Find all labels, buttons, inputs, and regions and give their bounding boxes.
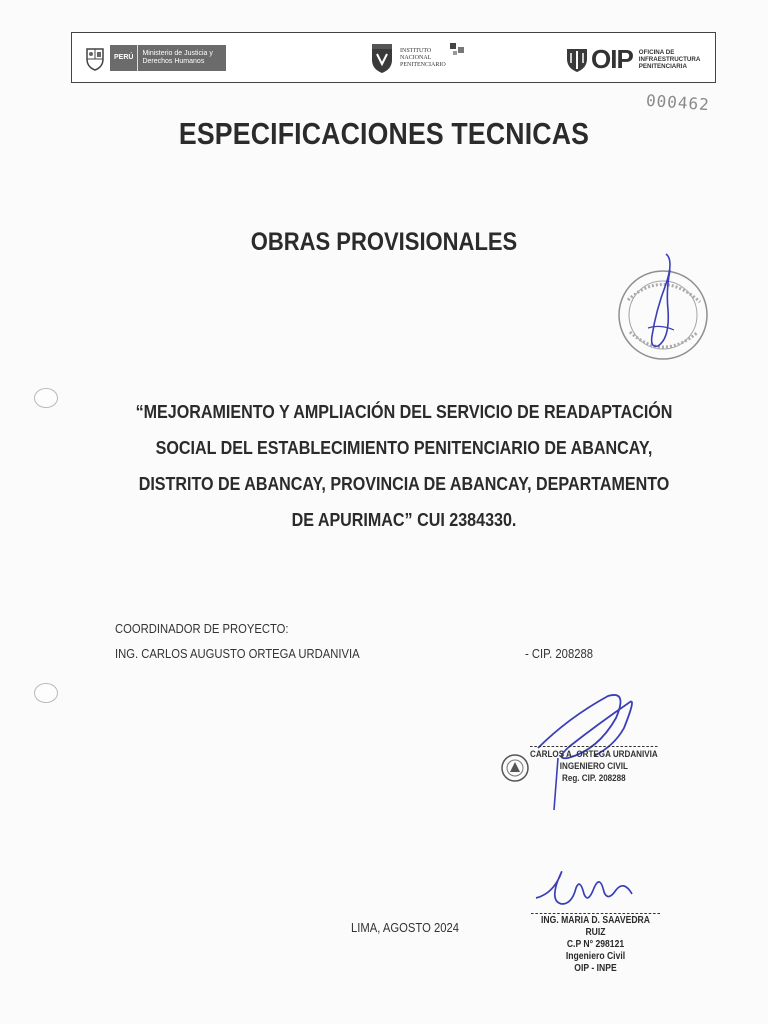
inpe-squares-icon	[450, 43, 464, 57]
stamp-2-registration: C.P N° 298121	[566, 939, 625, 950]
folio-number: 000462	[645, 90, 711, 115]
oip-name	[639, 49, 701, 70]
coordinator-name: ING. CARLOS AUGUSTO ORTEGA URDANIVIA	[115, 647, 360, 661]
stamp-2-office: OIP - INPE	[574, 963, 617, 974]
project-title: “MEJORAMIENTO Y AMPLIACIÓN DEL SERVICIO DE READAPTACIÓN SOCIAL DEL ESTABLECIMIENTO PENITENCIARIO DE ABANCAY, DISTRITO DE ABANCAY, PROVINCIA DE ABANCAY, DEPARTAMENTO DE APURIMAC” CUI 2384330.	[135, 401, 673, 530]
oip-line-2: INFRAESTRUCTURA	[638, 55, 701, 63]
inpe-logo	[368, 41, 464, 75]
ministry-logo	[84, 45, 226, 71]
inpe-line-1: INSTITUTO	[400, 47, 432, 54]
peru-label: PERÚ	[110, 45, 138, 71]
punch-hole	[34, 683, 58, 703]
stamp-2-title: Ingeniero Civil	[565, 951, 626, 962]
engineer-signature	[532, 858, 642, 918]
peru-coat-of-arms-icon	[84, 45, 106, 71]
ministry-banner	[110, 45, 226, 71]
place-and-date: LIMA, AGOSTO 2024	[351, 921, 459, 935]
stamp-1-title: INGENIERO CIVIL	[559, 761, 628, 772]
oip-logo	[565, 45, 700, 73]
stamp-2-name: ING. MARIA D. SAAVEDRA RUIZ	[531, 913, 660, 939]
inpe-shield-icon	[368, 42, 396, 74]
stamp-1-registration: Reg. CIP. 208288	[562, 773, 626, 784]
inpe-name	[400, 48, 446, 69]
inpe-line-3: PENITENCIARIO	[400, 61, 446, 68]
document-title: ESPECIFICACIONES TECNICAS	[178, 116, 590, 151]
document-subtitle: OBRAS PROVISIONALES	[250, 228, 518, 256]
oip-line-1: OFICINA DE	[638, 48, 675, 56]
stamp-1-name: CARLOS A. ORTEGA URDANIVIA	[530, 746, 658, 761]
engineer-stamp	[531, 913, 660, 975]
coordinator-cip: - CIP. 208288	[525, 647, 593, 661]
coordinator-stamp	[530, 746, 658, 785]
round-seal-with-signature	[608, 250, 718, 365]
ministry-label: Ministerio de Justicia y Derechos Humanos	[142, 50, 213, 65]
oip-shield-icon	[565, 45, 589, 73]
coordinator-label: COORDINADOR DE PROYECTO:	[115, 622, 289, 636]
inpe-line-2: NACIONAL	[400, 54, 432, 61]
oip-letters: OIP	[591, 44, 633, 74]
punch-hole	[34, 388, 58, 408]
institutional-header	[71, 32, 716, 83]
oip-line-3: PENITENCIARIA	[638, 62, 687, 70]
